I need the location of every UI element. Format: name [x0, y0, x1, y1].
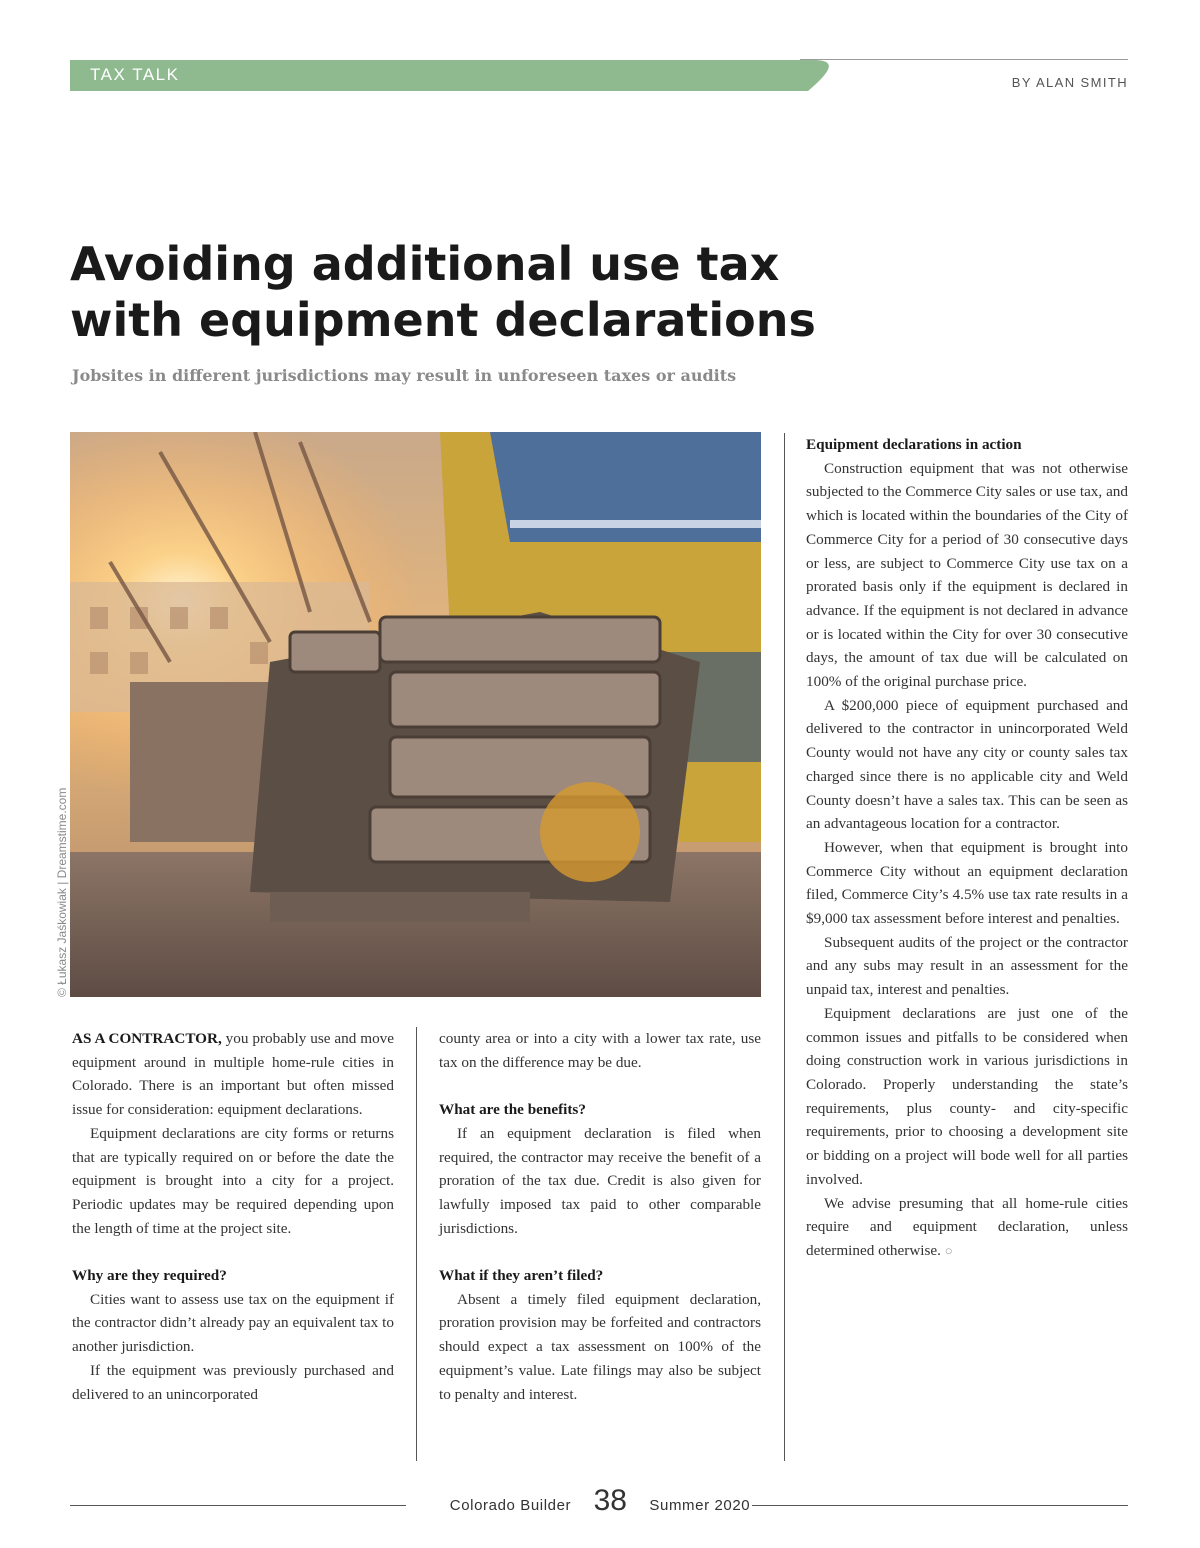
section-label: TAX TALK	[90, 65, 180, 84]
issue-date: Summer 2020	[649, 1497, 751, 1514]
intro-paragraph	[72, 1027, 394, 1122]
paragraph: Equipment declarations are just one of the common issues and pitfalls to be considered when doing construction work in various jurisdictions in Colorado. Properly understanding the state’s requirements, plus county- and city-specific requirements, prior to choosing a development site or bidding on a project will bode well for all parties involved.	[806, 1004, 1128, 1188]
article-title	[70, 236, 830, 348]
paragraph: If the equipment was previously purchased and delivered to an unincorporated	[72, 1361, 394, 1403]
photo-credit: © Łukasz Jaśkowiak | Dreamstime.com	[55, 787, 69, 997]
paragraph: Equipment declarations are city forms or returns that are typically required on or before the date the equipment is brought into a city for a project. Periodic updates may be required depending upon the length of time at the project site.	[72, 1124, 394, 1237]
paragraph: Absent a timely filed equipment declaration, proration provision may be forfeited and contractors should expect a tax assessment on 100% of the equipment’s value. Late filings may also be subject to penalty and interest.	[439, 1290, 761, 1403]
paragraph: Construction equipment that was not otherwise subjected to the Commerce City sales or use tax, and which is located within the boundaries of the City of Commerce City for a period of 30 consecutive days or less, are subject to Commerce City use tax on a prorated basis only if the equipment is declared in advance. If the equipment is not declared in advance or is located within the City for over 30 consecutive days, the amount of tax due will be calculated on 100% of the original purchase price.	[806, 459, 1128, 691]
subheading-in-action: Equipment declarations in action	[806, 436, 1022, 453]
page-number: 38	[593, 1484, 627, 1517]
paragraph: A $200,000 piece of equipment purchased and delivered to the contractor in unincorporated Weld County would not have any city or county sales tax charged since there is no applicable city and Weld County doesn’t have a sales tax. This can be seen as an advantageous location for a contractor.	[806, 696, 1128, 833]
closing-text: We advise presuming that all home-rule cities require and equipment declaration, unless determined otherwise.	[806, 1194, 1128, 1259]
byline: BY ALAN SMITH	[1011, 75, 1128, 90]
paragraph: Subsequent audits of the project or the contractor and any subs may result in an assessment for the unpaid tax, interest and penalties.	[806, 933, 1128, 999]
closing-paragraph	[806, 1192, 1128, 1263]
body-column-1	[72, 1027, 394, 1406]
column-divider	[416, 1027, 417, 1461]
paragraph: However, when that equipment is brought into Commerce City without an equipment declaration filed, Commerce City’s 4.5% use tax rate results in a $9,000 tax assessment before interest and penalties.	[806, 838, 1128, 928]
body-column-2	[439, 1027, 761, 1406]
column-divider	[784, 433, 785, 1461]
page-footer	[0, 1484, 1200, 1518]
body-column-3	[806, 433, 1128, 1263]
bulldozer-photo-illustration	[70, 432, 761, 997]
publication-name: Colorado Builder	[449, 1497, 572, 1514]
paragraph: county area or into a city with a lower tax rate, use tax on the difference may be due.	[439, 1030, 761, 1071]
top-rule	[800, 59, 1128, 60]
end-mark-icon: ○	[944, 1242, 953, 1258]
bulldozer-photo	[70, 432, 761, 997]
paragraph: Cities want to assess use tax on the equipment if the contractor didn’t already pay an equivalent tax to another jurisdiction.	[72, 1290, 394, 1356]
section-band	[70, 60, 850, 91]
article-title-line1: Avoiding additional use tax	[70, 237, 780, 291]
subheading-why-required: Why are they required?	[72, 1267, 227, 1285]
subheading-not-filed: What if they aren’t filed?	[439, 1267, 604, 1284]
paragraph: If an equipment declaration is filed when required, the contractor may receive the benefit of a proration of the tax due. Credit is also given for lawfully imposed tax paid to other comparable jurisdictions.	[439, 1124, 761, 1237]
lead-in: AS A CONTRACTOR,	[72, 1030, 222, 1047]
article-title-line2: with equipment declarations	[70, 293, 816, 347]
intro-text: you probably use and move equipment around in multiple home-rule cities in Colorado. There is an important but often missed issue for consideration: equipment declarations.	[72, 1030, 394, 1119]
article-subtitle: Jobsites in different jurisdictions may result in unforeseen taxes or audits	[72, 366, 737, 385]
section-band-shape	[70, 60, 850, 91]
subheading-benefits: What are the benefits?	[439, 1101, 586, 1119]
